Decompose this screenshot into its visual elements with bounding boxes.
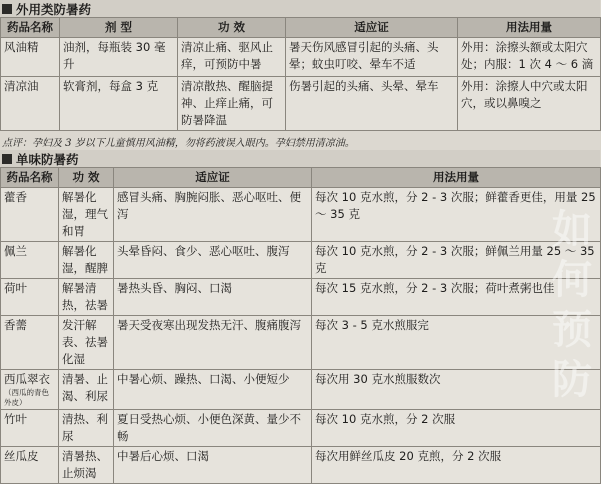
medicine-name: 风油精 xyxy=(1,38,60,77)
herb-name: 西瓜翠衣 xyxy=(4,372,50,386)
effect: 清暑热、止烦渴 xyxy=(59,447,114,484)
herb-name-cell xyxy=(1,370,59,410)
usage: 每次用鲜丝瓜皮 20 克煎，分 2 次服 xyxy=(312,447,601,484)
herb-name: 荷叶 xyxy=(1,279,59,316)
dosage-form: 软膏剂，每盒 3 克 xyxy=(60,77,178,131)
table-row xyxy=(1,242,601,279)
table-row xyxy=(1,410,601,447)
section-single-header xyxy=(0,150,600,167)
table-row xyxy=(1,447,601,484)
col-header: 药品名称 xyxy=(1,18,60,38)
usage: 每次 10 克水煎，分 2 - 3 次服；鲜藿香更佳，用量 25 ～ 35 克 xyxy=(312,188,601,242)
medicine-name: 清凉油 xyxy=(1,77,60,131)
table-row xyxy=(1,38,601,77)
usage: 每次 10 克水煎，分 2 次服 xyxy=(312,410,601,447)
herb-name: 佩兰 xyxy=(1,242,59,279)
herb-name: 香薷 xyxy=(1,316,59,370)
herb-name: 丝瓜皮 xyxy=(1,447,59,484)
review-note: 点评：孕妇及 3 岁以下儿童慎用风油精，勿将药液误入眼内。孕妇禁用清凉油。 xyxy=(0,131,600,150)
col-header: 功 效 xyxy=(178,18,286,38)
indication: 暑热头昏、胸闷、口渴 xyxy=(114,279,312,316)
external-medicine-table xyxy=(0,17,601,131)
table-header-row xyxy=(1,168,601,188)
col-header: 用法用量 xyxy=(458,18,601,38)
indication: 头晕昏闷、食少、恶心呕吐、腹泻 xyxy=(114,242,312,279)
table-row xyxy=(1,370,601,410)
table-header-row xyxy=(1,18,601,38)
indication: 夏日受热心烦、小便色深黄、量少不畅 xyxy=(114,410,312,447)
col-header: 适应证 xyxy=(114,168,312,188)
indication: 暑天伤风感冒引起的头痛、头晕；蚊虫叮咬、晕车不适 xyxy=(286,38,458,77)
col-header: 适应证 xyxy=(286,18,458,38)
table-row xyxy=(1,279,601,316)
section-title: 外用类防暑药 xyxy=(16,1,92,17)
col-header: 功 效 xyxy=(59,168,114,188)
effect: 清热、利尿 xyxy=(59,410,114,447)
indication: 伤暑引起的头痛、头晕、晕车 xyxy=(286,77,458,131)
effect: 解暑化湿，理气和胃 xyxy=(59,188,114,242)
square-bullet-icon xyxy=(2,4,12,14)
usage: 每次 10 克水煎，分 2 - 3 次服；鲜佩兰用量 25 ～ 35 克 xyxy=(312,242,601,279)
indication: 中暑心烦、躁热、口渴、小便短少 xyxy=(114,370,312,410)
effect: 解暑化湿，醒脾 xyxy=(59,242,114,279)
section-external-header xyxy=(0,0,600,17)
table-row xyxy=(1,188,601,242)
col-header: 剂 型 xyxy=(60,18,178,38)
herb-subtitle: （西瓜的青色外皮） xyxy=(4,388,49,407)
col-header: 药品名称 xyxy=(1,168,59,188)
usage: 外用：涂擦头额或太阳穴处；内服：1 次 4 ～ 6 滴 xyxy=(458,38,601,77)
single-herb-table xyxy=(0,167,601,484)
dosage-form: 油剂，每瓶装 30 毫升 xyxy=(60,38,178,77)
square-bullet-icon xyxy=(2,154,12,164)
section-title: 单味防暑药 xyxy=(16,151,79,167)
effect: 清暑、止渴、利尿 xyxy=(59,370,114,410)
indication: 中暑后心烦、口渴 xyxy=(114,447,312,484)
effect: 解暑清热，祛暑 xyxy=(59,279,114,316)
usage: 外用：涂擦人中穴或太阳穴，或以鼻嗅之 xyxy=(458,77,601,131)
background-watermark: 如何预防 xyxy=(552,206,592,403)
usage: 每次 3 - 5 克水煎服完 xyxy=(312,316,601,370)
table-row xyxy=(1,316,601,370)
effect: 清凉止痛、驱风止痒，可预防中暑 xyxy=(178,38,286,77)
herb-name: 竹叶 xyxy=(1,410,59,447)
indication: 感冒头痛、胸腕闷胀、恶心呕吐、便泻 xyxy=(114,188,312,242)
indication: 暑天受夜寒出现发热无汗、腹痛腹泻 xyxy=(114,316,312,370)
usage: 每次 15 克水煎，分 2 - 3 次服；荷叶煮粥也佳 xyxy=(312,279,601,316)
herb-name: 藿香 xyxy=(1,188,59,242)
table-row xyxy=(1,77,601,131)
effect: 清凉散热、醒脑提神、止痒止痛，可防暑降温 xyxy=(178,77,286,131)
col-header: 用法用量 xyxy=(312,168,601,188)
effect: 发汗解表、祛暑化湿 xyxy=(59,316,114,370)
usage: 每次用 30 克水煎服数次 xyxy=(312,370,601,410)
